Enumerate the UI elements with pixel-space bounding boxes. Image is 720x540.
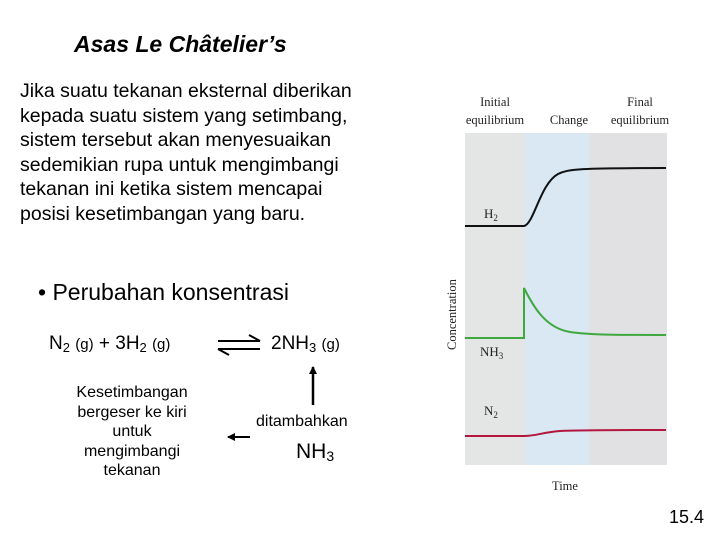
page-number: 15.4: [669, 507, 705, 527]
h2-formula: + 3H: [98, 333, 140, 354]
nh3-formula: 2NH: [271, 333, 310, 354]
shift-line: Kesetimbangan: [76, 384, 188, 401]
shift-line: tekanan: [103, 462, 161, 479]
added-label: ditambahkan: [256, 413, 348, 430]
shift-line: bergeser ke kiri: [77, 403, 187, 421]
header-initial: equilibrium: [465, 113, 525, 127]
principle-line: sistem tersebut akan menyesuaikan: [20, 129, 332, 152]
n2-subscript: 2: [62, 340, 70, 355]
shift-explanation: [52, 383, 212, 481]
nh3-subscript: 3: [309, 340, 317, 355]
n2-state: (g): [75, 336, 94, 353]
principle-line: posisi kesetimbangan yang baru.: [20, 202, 306, 225]
h2-state: (g): [152, 336, 171, 353]
h2-curve-label: $H_2$: [484, 206, 498, 223]
header-initial: Initial: [480, 95, 510, 109]
added-formula: NH: [296, 440, 327, 463]
header-change: Change: [549, 113, 589, 127]
y-axis-label: Concentration: [445, 279, 459, 350]
header-final: Final: [627, 95, 653, 109]
equilibrium-arrow-icon: [218, 335, 260, 355]
x-axis-label: Time: [552, 479, 578, 493]
concentration-time-figure: [440, 88, 690, 498]
principle-line: tekanan ini ketika sistem mencapai: [20, 178, 323, 201]
change-panel: [525, 133, 589, 465]
n2-curve-label: $N_2$: [484, 403, 498, 420]
n2-formula: N: [49, 333, 63, 354]
nh3-state: (g): [321, 336, 340, 353]
added-species: [296, 440, 334, 464]
bullet-point: • Perubahan konsentrasi: [38, 279, 289, 305]
header-final: equilibrium: [610, 113, 670, 127]
principle-line: kepada suatu sistem yang setimbang,: [20, 104, 348, 127]
shift-line: untuk: [112, 423, 152, 440]
slide-title: Asas Le Châtelier’s: [74, 31, 287, 57]
principle-line: sedemikian rupa untuk mengimbangi: [20, 153, 339, 176]
nh3-curve-label: $NH_3$: [480, 344, 504, 361]
shift-line: mengimbangi: [83, 442, 181, 460]
principle-line: Jika suatu tekanan eksternal diberikan: [20, 80, 352, 102]
final-panel: [589, 133, 667, 465]
added-subscript: 3: [326, 448, 335, 464]
h2-subscript: 2: [139, 340, 147, 355]
